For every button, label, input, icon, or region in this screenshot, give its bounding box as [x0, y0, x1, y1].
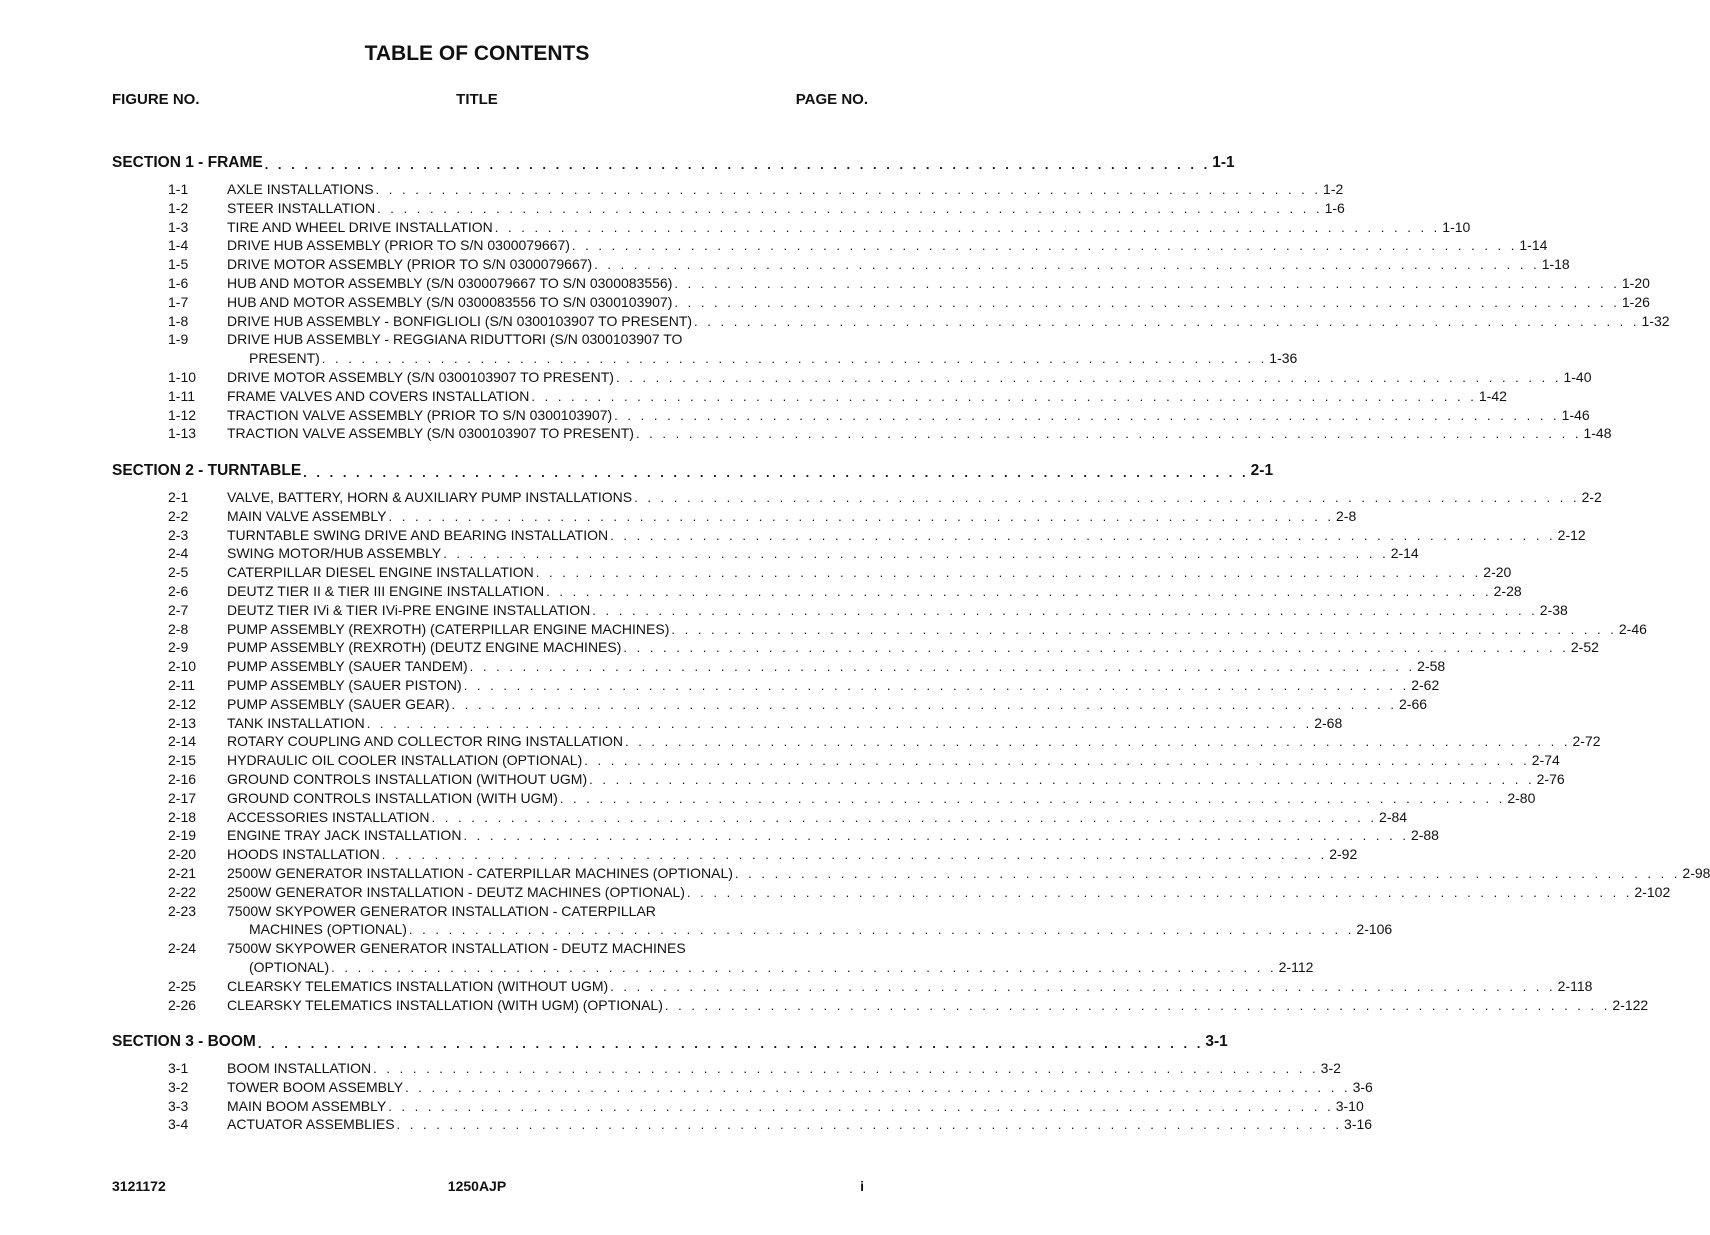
entry-page: 2-102 [1634, 883, 1671, 900]
figure-number: 1-12 [168, 406, 197, 423]
toc-entry [168, 674, 1440, 693]
entry-title: STEER INSTALLATION [227, 199, 376, 216]
dot-leader: . . . . . . . . . . . . . . . . . . . . . . . . . . . . . . . . . . . . . . . . . . . . . . . . . . . . . . . . . . . . . . . . . . . . . . . . [494, 219, 1441, 235]
figure-number: 2-10 [168, 658, 197, 675]
dot-leader: . . . . . . . . . . . . . . . . . . . . . . . . . . . . . . . . . . . . . . . . . . . . . . . . . . . . . . . . . . . . . . . . . . . . . . . . [381, 847, 1328, 863]
dot-leader: . . . . . . . . . . . . . . . . . . . . . . . . . . . . . . . . . . . . . . . . . . . . . . . . . . . . . . . . . . . . . . . . . . . . . . . . [451, 696, 1398, 712]
figure-number: 2-1 [168, 489, 189, 505]
toc-entry [168, 881, 1671, 900]
toc-entry [168, 787, 1536, 806]
entry-title: TOWER BOOM ASSEMBLY [227, 1078, 404, 1095]
entry-page: 1-48 [1583, 425, 1612, 442]
entry-page: 2-8 [1336, 507, 1357, 524]
entry-page: 1-32 [1641, 312, 1670, 329]
entry-page: 2-14 [1390, 545, 1419, 562]
dot-leader: . . . . . . . . . . . . . . . . . . . . . . . . . . . . . . . . . . . . . . . . . . . . . . . . . . . . . . . . . . . . . . . . . . . . . . . . [321, 351, 1268, 367]
figure-number: 3-3 [168, 1097, 189, 1114]
toc-entry [168, 1113, 1373, 1133]
dot-leader: . . . . . . . . . . . . . . . . . . . . . . . . . . . . . . . . . . . . . . . . . . . . . . . . . . . . . . . . . . . . . . . . . . . . . . . . [303, 465, 1249, 480]
toc-entry [168, 291, 1650, 310]
page-title: TABLE OF CONTENTS [364, 42, 590, 65]
dot-leader: . . . . . . . . . . . . . . . . . . . . . . . . . . . . . . . . . . . . . . . . . . . . . . . . . . . . . . . . . . . . . . . . . . . . . . . . [531, 388, 1477, 404]
entry-title: MAIN VALVE ASSEMBLY [227, 507, 387, 524]
toc-entry [168, 422, 1612, 442]
dot-leader: . . . . . . . . . . . . . . . . . . . . . . . . . . . . . . . . . . . . . . . . . . . . . . . . . . . . . . . . . . . . . . . . . . . . . . . . [664, 997, 1611, 1013]
entry-title: DEUTZ TIER IVi & TIER IVi-PRE ENGINE INSTALLATION [227, 601, 591, 618]
toc-entry-continuation [249, 956, 1314, 975]
section-label: SECTION 2 - TURNTABLE [112, 462, 302, 479]
dot-leader: . . . . . . . . . . . . . . . . . . . . . . . . . . . . . . . . . . . . . . . . . . . . . . . . . . . . . . . . . . . . . . . . . . . . . . . . [584, 753, 1530, 769]
toc-entry [168, 542, 1419, 562]
figure-number: 1-9 [168, 331, 189, 348]
figure-number: 3-1 [168, 1060, 189, 1076]
dot-leader: . . . . . . . . . . . . . . . . . . . . . . . . . . . . . . . . . . . . . . . . . . . . . . . . . . . . . . . . . . . . . . . . . . . . . . . . [671, 621, 1617, 637]
dot-leader: . . . . . . . . . . . . . . . . . . . . . . . . . . . . . . . . . . . . . . . . . . . . . . . . . . . . . . . . . . . . . . . . . . . . . . . . [624, 734, 1571, 750]
toc-entry [168, 636, 1599, 656]
toc-entry [168, 994, 1649, 1013]
section-label: SECTION 1 - FRAME [112, 154, 263, 171]
toc-entry [168, 975, 1593, 994]
dot-leader: . . . . . . . . . . . . . . . . . . . . . . . . . . . . . . . . . . . . . . . . . . . . . . . . . . . . . . . . . . . . . . . . . . . . . . . . [388, 508, 1335, 524]
figure-number: 2-11 [168, 677, 195, 693]
figure-number: 2-14 [168, 733, 197, 750]
entry-title: GROUND CONTROLS INSTALLATION (WITH UGM) [227, 789, 558, 806]
dot-leader: . . . . . . . . . . . . . . . . . . . . . . . . . . . . . . . . . . . . . . . . . . . . . . . . . . . . . . . . . . . . . . . . . . . . . . . . [463, 828, 1409, 844]
toc-entry [168, 328, 853, 347]
entry-page: 1-40 [1563, 369, 1592, 385]
entry-title: TRACTION VALVE ASSEMBLY (PRIOR TO S/N 0300103907) [227, 406, 613, 423]
figure-number: 1-6 [168, 275, 189, 291]
toc-entry [168, 693, 1428, 712]
figure-number: 2-9 [168, 639, 189, 656]
section-label: SECTION 3 - BOOM [112, 1033, 256, 1050]
entry-page: 2-28 [1493, 583, 1522, 599]
dot-leader: . . . . . . . . . . . . . . . . . . . . . . . . . . . . . . . . . . . . . . . . . . . . . . . . . . . . . . . . . . . . . . . . . . . . . . . . [535, 565, 1482, 581]
figure-number: 2-25 [168, 977, 197, 994]
dot-leader: . . . . . . . . . . . . . . . . . . . . . . . . . . . . . . . . . . . . . . . . . . . . . . . . . . . . . . . . . . . . . . . . . . . . . . . . [634, 490, 1580, 505]
entry-title: TURNTABLE SWING DRIVE AND BEARING INSTALLATION [227, 526, 609, 543]
figure-number: 2-20 [168, 846, 197, 863]
entry-page: 2-68 [1314, 714, 1343, 731]
figure-number: 2-19 [168, 827, 197, 844]
toc-entry [168, 178, 1344, 197]
dot-leader: . . . . . . . . . . . . . . . . . . . . . . . . . . . . . . . . . . . . . . . . . . . . . . . . . . . . . . . . . . . . . . . . . . . . . . . . [559, 790, 1506, 806]
toc-entry [168, 937, 853, 956]
figure-number: 2-17 [168, 789, 197, 806]
entry-page: 1-46 [1561, 406, 1590, 423]
dot-leader: . . . . . . . . . . . . . . . . . . . . . . . . . . . . . . . . . . . . . . . . . . . . . . . . . . . . . . . . . . . . . . . . . . . . . . . . [257, 1036, 1204, 1051]
entry-title: 7500W SKYPOWER GENERATOR INSTALLATION - CATERPILLAR [227, 902, 656, 919]
toc-entry [168, 1076, 1373, 1095]
figure-number: 2-15 [168, 752, 197, 769]
toc-entry [168, 234, 1548, 254]
figure-number: 2-7 [168, 601, 189, 618]
figure-number: 2-23 [168, 902, 197, 919]
toc-entry [168, 618, 1647, 637]
toc-entry [168, 599, 1568, 618]
figure-number: 2-18 [168, 808, 197, 825]
toc-entry [168, 824, 1439, 844]
figure-number: 2-2 [168, 507, 189, 524]
dot-leader: . . . . . . . . . . . . . . . . . . . . . . . . . . . . . . . . . . . . . . . . . . . . . . . . . . . . . . . . . . . . . . . . . . . . . . . . [694, 313, 1640, 329]
entry-page: 2-46 [1618, 620, 1647, 637]
toc-entry [168, 253, 1570, 273]
toc-entry [168, 216, 1471, 235]
entry-page: 1-36 [1269, 350, 1298, 367]
entry-page: 1-14 [1519, 237, 1548, 254]
entry-title: HUB AND MOTOR ASSEMBLY (S/N 0300079667 TO S/N 0300083556) [227, 275, 673, 291]
footer-model: 1250AJP [447, 1178, 507, 1194]
entry-page: 2-74 [1531, 752, 1560, 769]
figure-number: 2-5 [168, 564, 189, 581]
toc-entry-continuation [249, 918, 1393, 938]
dot-leader: . . . . . . . . . . . . . . . . . . . . . . . . . . . . . . . . . . . . . . . . . . . . . . . . . . . . . . . . . . . . . . . . . . . . . . . . [408, 922, 1355, 938]
entry-page: 2-80 [1507, 789, 1536, 806]
section-heading [112, 1031, 1228, 1051]
section-heading [112, 152, 1235, 172]
entry-page: 2-84 [1379, 808, 1408, 825]
entry-page: 2-118 [1557, 977, 1593, 994]
toc-entry [168, 749, 1560, 769]
toc-entry [168, 310, 1670, 329]
entry-title: 2500W GENERATOR INSTALLATION - CATERPILLAR MACHINES (OPTIONAL) [227, 865, 733, 881]
toc-entry [168, 404, 1590, 423]
toc-entry [168, 385, 1507, 404]
entry-title: CLEARSKY TELEMATICS INSTALLATION (WITHOUT UGM) [227, 977, 609, 994]
dot-leader: . . . . . . . . . . . . . . . . . . . . . . . . . . . . . . . . . . . . . . . . . . . . . . . . . . . . . . . . . . . . . . . . . . . . . . . . [594, 257, 1540, 273]
toc-entry [168, 655, 1446, 675]
entry-page: 2-88 [1410, 827, 1439, 844]
entry-title: GROUND CONTROLS INSTALLATION (WITHOUT UGM) [227, 771, 588, 787]
entry-title: ACCESSORIES INSTALLATION [227, 808, 430, 825]
figure-number: 1-13 [168, 425, 197, 442]
toc-entry [168, 730, 1601, 750]
entry-page: 1-6 [1324, 199, 1345, 216]
entry-page: 2-106 [1356, 921, 1393, 938]
entry-page: 2-98 [1682, 865, 1710, 881]
entry-page: 1-26 [1621, 293, 1650, 310]
footer-page-number: i [860, 1178, 864, 1194]
entry-title: TRACTION VALVE ASSEMBLY (S/N 0300103907 TO PRESENT) [227, 425, 634, 442]
figure-number: 2-4 [168, 545, 189, 562]
dot-leader: . . . . . . . . . . . . . . . . . . . . . . . . . . . . . . . . . . . . . . . . . . . . . . . . . . . . . . . . . . . . . . . . . . . . . . . . [396, 1117, 1343, 1133]
figure-number: 1-10 [168, 369, 197, 385]
entry-page: 1-20 [1621, 275, 1650, 291]
toc-entry [168, 505, 1357, 524]
entry-title: FRAME VALVES AND COVERS INSTALLATION [227, 387, 530, 404]
entry-page: 3-2 [1320, 1060, 1341, 1076]
dot-leader: . . . . . . . . . . . . . . . . . . . . . . . . . . . . . . . . . . . . . . . . . . . . . . . . . . . . . . . . . . . . . . . . . . . . . . . . [377, 200, 1323, 216]
entry-page: 2-112 [1278, 959, 1314, 975]
entry-title: 7500W SKYPOWER GENERATOR INSTALLATION - DEUTZ MACHINES [227, 940, 686, 957]
figure-number: 1-11 [168, 387, 195, 404]
figure-number: 1-2 [168, 199, 189, 216]
entry-page: 1-18 [1541, 256, 1570, 273]
entry-title: DRIVE MOTOR ASSEMBLY (S/N 0300103907 TO PRESENT) [227, 369, 614, 385]
column-header-page: PAGE NO. [795, 91, 868, 108]
entry-page: 2-66 [1399, 695, 1428, 712]
dot-leader: . . . . . . . . . . . . . . . . . . . . . . . . . . . . . . . . . . . . . . . . . . . . . . . . . . . . . . . . . . . . . . . . . . . . . . . . [674, 276, 1620, 291]
dot-leader: . . . . . . . . . . . . . . . . . . . . . . . . . . . . . . . . . . . . . . . . . . . . . . . . . . . . . . . . . . . . . . . . . . . . . . . . [674, 294, 1620, 310]
entry-page: 2-2 [1581, 489, 1602, 505]
figure-number: 2-8 [168, 620, 189, 637]
dot-leader: . . . . . . . . . . . . . . . . . . . . . . . . . . . . . . . . . . . . . . . . . . . . . . . . . . . . . . . . . . . . . . . . . . . . . . . . [469, 659, 1416, 675]
entry-page: 2-76 [1536, 771, 1565, 787]
entry-title: ENGINE TRAY JACK INSTALLATION [227, 827, 462, 844]
dot-leader: . . . . . . . . . . . . . . . . . . . . . . . . . . . . . . . . . . . . . . . . . . . . . . . . . . . . . . . . . . . . . . . . . . . . . . . . [463, 678, 1410, 693]
dot-leader: . . . . . . . . . . . . . . . . . . . . . . . . . . . . . . . . . . . . . . . . . . . . . . . . . . . . . . . . . . . . . . . . . . . . . . . . [431, 809, 1378, 825]
dot-leader: . . . . . . . . . . . . . . . . . . . . . . . . . . . . . . . . . . . . . . . . . . . . . . . . . . . . . . . . . . . . . . . . . . . . . . . . [615, 370, 1562, 385]
entry-title: DEUTZ TIER II & TIER III ENGINE INSTALLATION [227, 583, 545, 599]
entry-page: 2-20 [1483, 564, 1512, 581]
toc-entry [168, 768, 1565, 787]
entry-page: 2-58 [1417, 658, 1446, 675]
footer-document-number: 3121172 [112, 1178, 166, 1194]
toc-entry-continuation [249, 347, 1298, 367]
entry-title: PUMP ASSEMBLY (REXROTH) (CATERPILLAR ENGINE MACHINES) [227, 620, 670, 637]
dot-leader: . . . . . . . . . . . . . . . . . . . . . . . . . . . . . . . . . . . . . . . . . . . . . . . . . . . . . . . . . . . . . . . . . . . . . . . . [373, 1061, 1319, 1076]
dot-leader: . . . . . . . . . . . . . . . . . . . . . . . . . . . . . . . . . . . . . . . . . . . . . . . . . . . . . . . . . . . . . . . . . . . . . . . . [589, 772, 1535, 787]
column-header-title: TITLE [456, 91, 498, 108]
figure-number: 2-22 [168, 883, 197, 900]
entry-page: 2-122 [1612, 996, 1649, 1013]
figure-number: 2-21 [168, 865, 197, 881]
toc-entry [168, 900, 853, 919]
dot-leader: . . . . . . . . . . . . . . . . . . . . . . . . . . . . . . . . . . . . . . . . . . . . . . . . . . . . . . . . . . . . . . . . . . . . . . . . [623, 640, 1569, 656]
figure-number: 2-13 [168, 714, 197, 731]
figure-number: 3-4 [168, 1116, 189, 1133]
entry-title: MAIN BOOM ASSEMBLY [227, 1097, 387, 1114]
dot-leader: . . . . . . . . . . . . . . . . . . . . . . . . . . . . . . . . . . . . . . . . . . . . . . . . . . . . . . . . . . . . . . . . . . . . . . . . [405, 1079, 1351, 1095]
figure-number: 1-8 [168, 312, 189, 329]
column-header-figure: FIGURE NO. [112, 91, 200, 108]
toc-entry [168, 580, 1522, 599]
entry-title: HYDRAULIC OIL COOLER INSTALLATION (OPTIONAL) [227, 752, 583, 769]
figure-number: 2-6 [168, 583, 189, 599]
toc-entry [168, 272, 1650, 291]
figure-number: 1-3 [168, 218, 189, 235]
entry-page: 1-10 [1442, 218, 1471, 235]
figure-number: 2-16 [168, 771, 197, 787]
figure-number: 2-3 [168, 526, 189, 543]
entry-title: CATERPILLAR DIESEL ENGINE INSTALLATION [227, 564, 534, 581]
entry-title: DRIVE HUB ASSEMBLY (PRIOR TO S/N 0300079667) [227, 237, 570, 254]
entry-page: 2-92 [1329, 846, 1358, 863]
entry-page: 3-10 [1335, 1097, 1364, 1114]
dot-leader: . . . . . . . . . . . . . . . . . . . . . . . . . . . . . . . . . . . . . . . . . . . . . . . . . . . . . . . . . . . . . . . . . . . . . . . . [610, 978, 1556, 994]
figure-number: 1-4 [168, 237, 189, 254]
entry-title: ROTARY COUPLING AND COLLECTOR RING INSTALLATION [227, 733, 623, 750]
dot-leader: . . . . . . . . . . . . . . . . . . . . . . . . . . . . . . . . . . . . . . . . . . . . . . . . . . . . . . . . . . . . . . . . . . . . . . . . [366, 715, 1313, 731]
entry-title-continued: MACHINES (OPTIONAL) [249, 921, 407, 938]
toc-entry [168, 366, 1592, 385]
dot-leader: . . . . . . . . . . . . . . . . . . . . . . . . . . . . . . . . . . . . . . . . . . . . . . . . . . . . . . . . . . . . . . . . . . . . . . . . [375, 182, 1322, 197]
section-page: 3-1 [1205, 1033, 1228, 1050]
toc-entry [168, 712, 1343, 731]
entry-title: CLEARSKY TELEMATICS INSTALLATION (WITH UGM) (OPTIONAL) [227, 996, 663, 1013]
entry-title: VALVE, BATTERY, HORN & AUXILIARY PUMP INSTALLATIONS [227, 489, 633, 505]
entry-page: 1-2 [1323, 181, 1344, 197]
figure-number: 1-5 [168, 256, 189, 273]
entry-title: PUMP ASSEMBLY (SAUER PISTON) [227, 677, 462, 693]
dot-leader: . . . . . . . . . . . . . . . . . . . . . . . . . . . . . . . . . . . . . . . . . . . . . . . . . . . . . . . . . . . . . . . . . . . . . . . . [734, 866, 1681, 881]
toc-entry [168, 197, 1345, 216]
entry-title: DRIVE HUB ASSEMBLY - REGGIANA RIDUTTORI (S/N 0300103907 TO [227, 331, 683, 348]
dot-leader: . . . . . . . . . . . . . . . . . . . . . . . . . . . . . . . . . . . . . . . . . . . . . . . . . . . . . . . . . . . . . . . . . . . . . . . . [546, 584, 1492, 599]
figure-number: 2-24 [168, 940, 197, 957]
dot-leader: . . . . . . . . . . . . . . . . . . . . . . . . . . . . . . . . . . . . . . . . . . . . . . . . . . . . . . . . . . . . . . . . . . . . . . . . [443, 546, 1389, 562]
toc-entry [168, 862, 1710, 881]
entry-page: 2-52 [1570, 639, 1599, 656]
entry-page: 2-62 [1411, 677, 1440, 693]
entry-title: BOOM INSTALLATION [227, 1060, 372, 1076]
entry-title: DRIVE MOTOR ASSEMBLY (PRIOR TO S/N 0300079667) [227, 256, 593, 273]
dot-leader: . . . . . . . . . . . . . . . . . . . . . . . . . . . . . . . . . . . . . . . . . . . . . . . . . . . . . . . . . . . . . . . . . . . . . . . . [614, 407, 1560, 423]
entry-title: 2500W GENERATOR INSTALLATION - DEUTZ MACHINES (OPTIONAL) [227, 883, 685, 900]
dot-leader: . . . . . . . . . . . . . . . . . . . . . . . . . . . . . . . . . . . . . . . . . . . . . . . . . . . . . . . . . . . . . . . . . . . . . . . . [592, 602, 1538, 618]
entry-title: PUMP ASSEMBLY (REXROTH) (DEUTZ ENGINE MACHINES) [227, 639, 622, 656]
toc-entry [168, 806, 1408, 825]
dot-leader: . . . . . . . . . . . . . . . . . . . . . . . . . . . . . . . . . . . . . . . . . . . . . . . . . . . . . . . . . . . . . . . . . . . . . . . . [686, 884, 1633, 900]
entry-page: 2-72 [1572, 733, 1601, 750]
entry-title: TIRE AND WHEEL DRIVE INSTALLATION [227, 218, 493, 235]
entry-title-continued: PRESENT) [249, 350, 320, 367]
section-page: 1-1 [1212, 154, 1235, 171]
dot-leader: . . . . . . . . . . . . . . . . . . . . . . . . . . . . . . . . . . . . . . . . . . . . . . . . . . . . . . . . . . . . . . . . . . . . . . . . [610, 527, 1556, 543]
section-page: 2-1 [1250, 462, 1274, 479]
toc-entry [168, 1095, 1364, 1114]
dot-leader: . . . . . . . . . . . . . . . . . . . . . . . . . . . . . . . . . . . . . . . . . . . . . . . . . . . . . . . . . . . . . . . . . . . . . . . . [388, 1098, 1334, 1114]
dot-leader: . . . . . . . . . . . . . . . . . . . . . . . . . . . . . . . . . . . . . . . . . . . . . . . . . . . . . . . . . . . . . . . . . . . . . . . . [571, 238, 1518, 254]
entry-page: 3-16 [1344, 1116, 1373, 1133]
figure-number: 1-1 [168, 181, 189, 197]
section-heading [112, 460, 1274, 480]
entry-title: HUB AND MOTOR ASSEMBLY (S/N 0300083556 TO S/N 0300103907) [227, 293, 673, 310]
entry-title: AXLE INSTALLATIONS [227, 181, 374, 197]
entry-title: PUMP ASSEMBLY (SAUER TANDEM) [227, 658, 468, 675]
toc-entry [168, 524, 1586, 543]
entry-page: 2-12 [1557, 526, 1586, 543]
entry-page: 3-6 [1352, 1078, 1373, 1095]
toc-entry [168, 1057, 1341, 1076]
entry-title: PUMP ASSEMBLY (SAUER GEAR) [227, 695, 450, 712]
figure-number: 2-26 [168, 996, 197, 1013]
dot-leader: . . . . . . . . . . . . . . . . . . . . . . . . . . . . . . . . . . . . . . . . . . . . . . . . . . . . . . . . . . . . . . . . . . . . . . . . [331, 960, 1277, 975]
toc-entry [168, 843, 1358, 863]
entry-page: 1-42 [1478, 387, 1507, 404]
figure-number: 1-7 [168, 293, 189, 310]
entry-title: ACTUATOR ASSEMBLIES [227, 1116, 395, 1133]
dot-leader: . . . . . . . . . . . . . . . . . . . . . . . . . . . . . . . . . . . . . . . . . . . . . . . . . . . . . . . . . . . . . . . . . . . . . . . . [635, 426, 1582, 442]
dot-leader: . . . . . . . . . . . . . . . . . . . . . . . . . . . . . . . . . . . . . . . . . . . . . . . . . . . . . . . . . . . . . . . . . . . . . . . . [264, 157, 1211, 172]
figure-number: 3-2 [168, 1078, 189, 1095]
entry-title: SWING MOTOR/HUB ASSEMBLY [227, 545, 442, 562]
entry-title: TANK INSTALLATION [227, 714, 365, 731]
toc-entry [168, 486, 1602, 505]
entry-page: 2-38 [1539, 601, 1568, 618]
figure-number: 2-12 [168, 695, 197, 712]
entry-title: DRIVE HUB ASSEMBLY - BONFIGLIOLI (S/N 0300103907 TO PRESENT) [227, 312, 693, 329]
toc-entry [168, 561, 1512, 581]
entry-title: HOODS INSTALLATION [227, 846, 380, 863]
entry-title-continued: (OPTIONAL) [249, 959, 330, 975]
